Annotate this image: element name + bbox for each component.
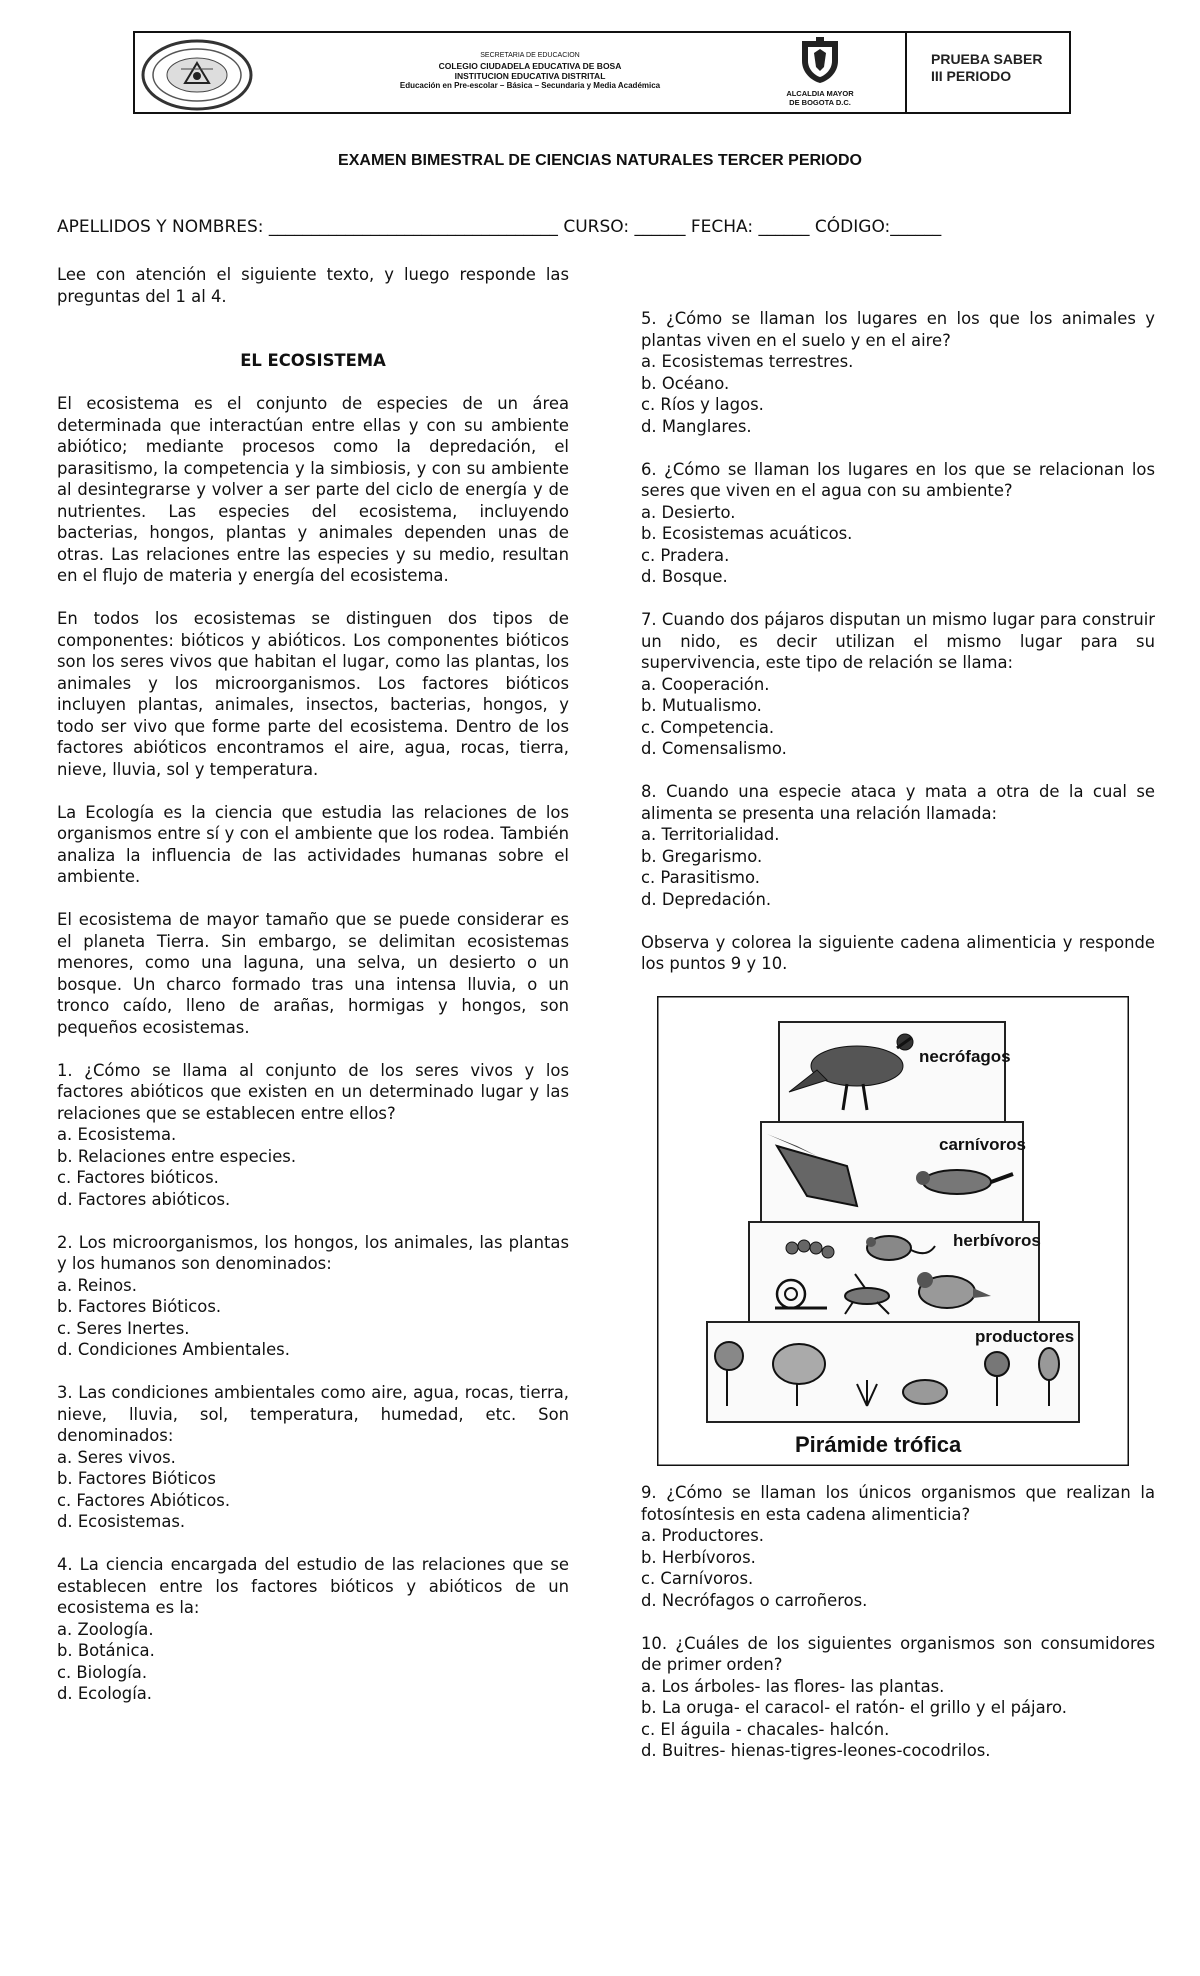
school-name-block (355, 51, 705, 91)
question-2 (57, 1232, 569, 1361)
question-text: 3. Las condiciones ambientales como aire, agua, rocas, tierra, nieve, lluvia, sol, temperatura, humedad, etc. Son denominados: (57, 1383, 569, 1445)
left-column (57, 264, 569, 1726)
question-8 (641, 781, 1155, 910)
school-line: COLEGIO CIUDADELA EDUCATIVA DE BOSA (438, 61, 622, 71)
question-text: 9. ¿Cómo se llaman los únicos organismos que realizan la fotosíntesis en esta cadena alimenticia? (641, 1483, 1155, 1524)
alcaldia-line: ALCALDIA MAYOR (786, 89, 854, 98)
answer-option[interactable]: d. Buitres- hienas-tigres-leones-cocodrilos. (641, 1741, 991, 1760)
bogota-shield-icon (798, 37, 842, 85)
answer-option[interactable]: c. Parasitismo. (641, 868, 760, 887)
question-text: 6. ¿Cómo se llaman los lugares en los que se relacionan los seres que viven en el agua con su ambiente? (641, 459, 1155, 500)
answer-option[interactable]: c. Carnívoros. (641, 1569, 754, 1588)
question-text: 1. ¿Cómo se llama al conjunto de los seres vivos y los factores abióticos que existen en un determinado lugar y las relaciones que se establecen entre ellos? (57, 1060, 569, 1123)
reading-paragraph: En todos los ecosistemas se distinguen dos tipos de componentes: bióticos y abióticos. Los componentes bióticos son los seres vivos que habitan el lugar, como las plantas, los animales y los microorganismos. Los factores bióticos incluyen plantas, animales, insectos, bacterias, hongos, y todo ser vivo que forme parte del ecosistema. Dentro de los factores abióticos encontramos el aire, agua, rocas, tierra, nieve, lluvia, sol y temperatura. (57, 609, 569, 779)
reading-instructions: Lee con atención el siguiente texto, y luego responde las preguntas del 1 al 4. (57, 265, 569, 306)
question-text: 10. ¿Cuáles de los siguientes organismos son consumidores de primer orden? (641, 1633, 1155, 1674)
answer-option[interactable]: b. Océano. (641, 373, 730, 393)
period-label: III PERIODO (931, 68, 1012, 84)
question-7 (641, 609, 1155, 760)
question-1 (57, 1060, 569, 1211)
answer-option[interactable]: a. Productores. (641, 1526, 764, 1545)
answer-option[interactable]: d. Manglares. (641, 416, 752, 436)
question-text: 7. Cuando dos pájaros disputan un mismo lugar para construir un nido, es decir utilizan el mismo lugar para su supervivencia, este tipo de relación se llama: (641, 610, 1155, 672)
question-10 (641, 1633, 1155, 1762)
answer-option[interactable]: d. Factores abióticos. (57, 1189, 231, 1209)
answer-option[interactable]: c. Competencia. (641, 717, 775, 737)
pyramid-level-label: carnívoros (939, 1135, 1026, 1154)
answer-option[interactable]: c. Factores bióticos. (57, 1168, 219, 1187)
question-text: 2. Los microorganismos, los hongos, los animales, las plantas y los humanos son denominados: (57, 1232, 569, 1273)
answer-option[interactable]: c. El águila - chacales- halcón. (641, 1719, 890, 1739)
school-seal-icon (141, 39, 253, 111)
reading-title: EL ECOSISTEMA (240, 351, 386, 370)
answer-option[interactable]: b. Factores Bióticos (57, 1469, 216, 1488)
answer-option[interactable]: c. Factores Abióticos. (57, 1490, 231, 1510)
answer-option[interactable]: d. Comensalismo. (641, 739, 787, 758)
pyramid-level-label: productores (975, 1327, 1075, 1346)
reading-paragraph: La Ecología es la ciencia que estudia las relaciones de los organismos entre sí y con el ambiente que los rodea. También analiza la influencia de las actividades humanas sobre el ambiente. (57, 802, 569, 886)
answer-option[interactable]: a. Zoología. (57, 1619, 154, 1639)
reading-paragraph: El ecosistema de mayor tamaño que se puede considerar es el planeta Tierra. Sin embargo, se delimitan ecosistemas menores, como una laguna, una selva, un desierto o un bosque. Un charco formado tras una intensa lluvia, o un tronco caído, lleno de arañas, hormigas y hongos, son pequeños ecosistemas. (57, 910, 569, 1037)
question-text: 8. Cuando una especie ataca y mata a otra de la cual se alimenta se presenta una relación llamada: (641, 782, 1155, 823)
pyramid-level-label: necrófagos (919, 1047, 1011, 1066)
pyramid-level-label: herbívoros (953, 1231, 1041, 1250)
right-column (641, 308, 1155, 1783)
answer-option[interactable]: d. Depredación. (641, 889, 772, 909)
answer-option[interactable]: c. Biología. (57, 1662, 148, 1682)
answer-option[interactable]: c. Ríos y lagos. (641, 395, 764, 414)
answer-option[interactable]: b. Relaciones entre especies. (57, 1146, 297, 1166)
answer-option[interactable]: a. Seres vivos. (57, 1447, 176, 1467)
student-info-line: APELLIDOS Y NOMBRES: __________________________________ CURSO: ______ FECHA: ______ CÓDIGO:______ (57, 217, 942, 237)
trophic-pyramid (657, 996, 1129, 1466)
exam-title: EXAMEN BIMESTRAL DE CIENCIAS NATURALES TERCER PERIODO (338, 152, 862, 169)
school-line: SECRETARIA DE EDUCACION (480, 52, 580, 59)
answer-option[interactable]: d. Condiciones Ambientales. (57, 1340, 290, 1359)
question-9 (641, 1482, 1155, 1611)
answer-option[interactable]: b. Gregarismo. (641, 846, 763, 866)
school-line: Educación en Pre-escolar – Básica – Secundaria y Media Académica (399, 81, 661, 90)
answer-option[interactable]: b. Ecosistemas acuáticos. (641, 524, 853, 543)
header-banner (133, 31, 1071, 114)
answer-option[interactable]: b. Mutualismo. (641, 696, 762, 715)
answer-option[interactable]: a. Los árboles- las flores- las plantas. (641, 1676, 945, 1696)
answer-option[interactable]: c. Seres Inertes. (57, 1318, 190, 1338)
alcaldia-line: DE BOGOTA D.C. (789, 98, 851, 107)
reading-paragraph: El ecosistema es el conjunto de especies de un área determinada que interactúan entre ellas y con su ambiente abiótico; mediante procesos como la depredación, el parasitismo, la competencia y la simbiosis, y con su ambiente al desintegrarse y volver a ser parte del ciclo de energía y de nutrientes. Las especies del ecosistema, incluyendo bacterias, hongos, plantas y animales dependen unas de otras. Las relaciones entre las especies y su medio, resultan en el flujo de materia y energía del ecosistema. (57, 394, 569, 585)
school-header (135, 33, 907, 112)
answer-option[interactable]: d. Ecosistemas. (57, 1512, 186, 1531)
test-label-block (907, 33, 1069, 112)
trophic-pyramid-figure (657, 996, 1129, 1466)
answer-option[interactable]: a. Desierto. (641, 502, 736, 522)
answer-option[interactable]: a. Ecosistemas terrestres. (641, 352, 854, 371)
answer-option[interactable]: b. La oruga- el caracol- el ratón- el grillo y el pájaro. (641, 1698, 1067, 1717)
answer-option[interactable]: a. Territorialidad. (641, 825, 780, 844)
answer-option[interactable]: d. Bosque. (641, 567, 728, 586)
answer-option[interactable]: a. Ecosistema. (57, 1125, 177, 1144)
question-text: 4. La ciencia encargada del estudio de las relaciones que se establecen entre los factores bióticos y abióticos de un ecosistema es la: (57, 1555, 569, 1617)
answer-option[interactable]: d. Ecología. (57, 1684, 153, 1703)
question-6 (641, 459, 1155, 588)
school-line: INSTITUCION EDUCATIVA DISTRITAL (454, 71, 606, 81)
answer-option[interactable]: d. Necrófagos o carroñeros. (641, 1590, 868, 1610)
food-chain-instructions: Observa y colorea la siguiente cadena alimenticia y responde los puntos 9 y 10. (641, 932, 1155, 973)
answer-option[interactable]: b. Herbívoros. (641, 1547, 756, 1567)
question-3 (57, 1382, 569, 1533)
answer-option[interactable]: a. Reinos. (57, 1275, 137, 1295)
alcaldia-block (765, 37, 875, 107)
pyramid-caption: Pirámide trófica (795, 1432, 962, 1457)
question-4 (57, 1554, 569, 1705)
question-5 (641, 308, 1155, 437)
question-text: 5. ¿Cómo se llaman los lugares en los que los animales y plantas viven en el suelo y en el aire? (641, 309, 1155, 350)
answer-option[interactable]: b. Factores Bióticos. (57, 1297, 222, 1316)
answer-option[interactable]: a. Cooperación. (641, 674, 770, 694)
test-name: PRUEBA SABER (931, 51, 1043, 67)
answer-option[interactable]: c. Pradera. (641, 545, 730, 565)
answer-option[interactable]: b. Botánica. (57, 1641, 155, 1660)
